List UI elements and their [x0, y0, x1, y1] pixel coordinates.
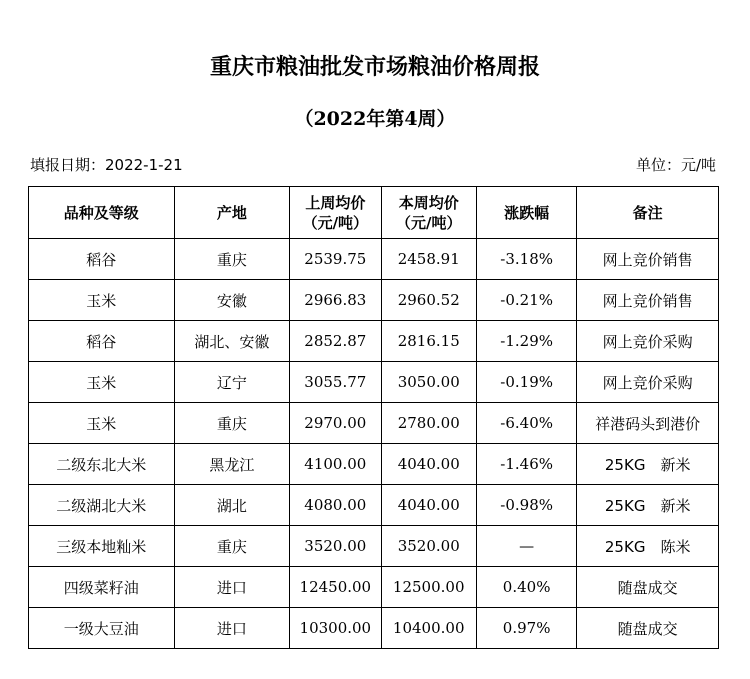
- cell-origin: 进口: [174, 608, 290, 649]
- cell-origin: 进口: [174, 567, 290, 608]
- cell-variety: 一级大豆油: [29, 608, 175, 649]
- cell-last-week: 2539.75: [290, 239, 381, 280]
- cell-change: 0.40%: [476, 567, 576, 608]
- cell-remark: 网上竞价销售: [577, 280, 719, 321]
- cell-origin: 辽宁: [174, 362, 290, 403]
- cell-this-week: 10400.00: [381, 608, 476, 649]
- cell-variety: 玉米: [29, 362, 175, 403]
- cell-variety: 玉米: [29, 280, 175, 321]
- header-remark: 备注: [577, 187, 719, 239]
- cell-remark: 25KG 陈米: [577, 526, 719, 567]
- cell-variety: 稻谷: [29, 239, 175, 280]
- cell-variety: 三级本地籼米: [29, 526, 175, 567]
- cell-remark: 网上竞价采购: [577, 362, 719, 403]
- cell-remark: 随盘成交: [577, 567, 719, 608]
- cell-variety: 玉米: [29, 403, 175, 444]
- report-title: 重庆市粮油批发市场粮油价格周报: [209, 54, 540, 80]
- cell-change: -1.29%: [476, 321, 576, 362]
- cell-last-week: 10300.00: [290, 608, 381, 649]
- report-subtitle: （2022年第4周）: [294, 108, 456, 130]
- cell-origin: 重庆: [174, 526, 290, 567]
- cell-this-week: 2960.52: [381, 280, 476, 321]
- table-row: [29, 526, 719, 567]
- price-table: [28, 186, 719, 649]
- cell-this-week: 2780.00: [381, 403, 476, 444]
- cell-last-week: 4100.00: [290, 444, 381, 485]
- header-this-week-line1: 本周均价: [398, 193, 459, 212]
- header-this-week-line2: （元/吨）: [395, 213, 462, 232]
- cell-this-week: 3050.00: [381, 362, 476, 403]
- cell-this-week: 12500.00: [381, 567, 476, 608]
- cell-variety: 稻谷: [29, 321, 175, 362]
- header-change: 涨跌幅: [476, 187, 576, 239]
- cell-this-week: 4040.00: [381, 485, 476, 526]
- cell-change: -3.18%: [476, 239, 576, 280]
- cell-last-week: 3520.00: [290, 526, 381, 567]
- cell-variety: 二级湖北大米: [29, 485, 175, 526]
- cell-remark: 祥港码头到港价: [577, 403, 719, 444]
- header-variety: 品种及等级: [29, 187, 175, 239]
- unit-label: 单位：元/吨: [635, 156, 716, 174]
- table-row: [29, 280, 719, 321]
- table-row: [29, 485, 719, 526]
- table-row: [29, 444, 719, 485]
- cell-origin: 湖北: [174, 485, 290, 526]
- header-row: [29, 187, 719, 239]
- cell-origin: 重庆: [174, 239, 290, 280]
- cell-change: -6.40%: [476, 403, 576, 444]
- cell-last-week: 2852.87: [290, 321, 381, 362]
- cell-change: -0.19%: [476, 362, 576, 403]
- cell-origin: 湖北、安徽: [174, 321, 290, 362]
- header-origin: 产地: [174, 187, 290, 239]
- cell-remark: 25KG 新米: [577, 444, 719, 485]
- cell-remark: 25KG 新米: [577, 485, 719, 526]
- cell-last-week: 2970.00: [290, 403, 381, 444]
- cell-this-week: 2458.91: [381, 239, 476, 280]
- cell-this-week: 4040.00: [381, 444, 476, 485]
- cell-last-week: 4080.00: [290, 485, 381, 526]
- cell-change: -0.98%: [476, 485, 576, 526]
- cell-variety: 二级东北大米: [29, 444, 175, 485]
- cell-change: 0.97%: [476, 608, 576, 649]
- fill-date: 填报日期：2022-1-21: [30, 156, 183, 174]
- cell-remark: 网上竞价采购: [577, 321, 719, 362]
- cell-last-week: 3055.77: [290, 362, 381, 403]
- header-this-week: [381, 187, 476, 239]
- header-last-week-line1: 上周均价: [305, 193, 366, 212]
- cell-change: -1.46%: [476, 444, 576, 485]
- cell-this-week: 3520.00: [381, 526, 476, 567]
- table-row: [29, 403, 719, 444]
- cell-change: —: [476, 526, 576, 567]
- cell-origin: 重庆: [174, 403, 290, 444]
- cell-variety: 四级菜籽油: [29, 567, 175, 608]
- cell-this-week: 2816.15: [381, 321, 476, 362]
- table-row: [29, 608, 719, 649]
- cell-origin: 安徽: [174, 280, 290, 321]
- cell-remark: 网上竞价销售: [577, 239, 719, 280]
- cell-change: -0.21%: [476, 280, 576, 321]
- header-last-week-line2: （元/吨）: [302, 213, 369, 232]
- table-row: [29, 362, 719, 403]
- table-row: [29, 239, 719, 280]
- table-row: [29, 567, 719, 608]
- cell-last-week: 12450.00: [290, 567, 381, 608]
- cell-remark: 随盘成交: [577, 608, 719, 649]
- header-last-week: [290, 187, 381, 239]
- table-row: [29, 321, 719, 362]
- cell-last-week: 2966.83: [290, 280, 381, 321]
- cell-origin: 黑龙江: [174, 444, 290, 485]
